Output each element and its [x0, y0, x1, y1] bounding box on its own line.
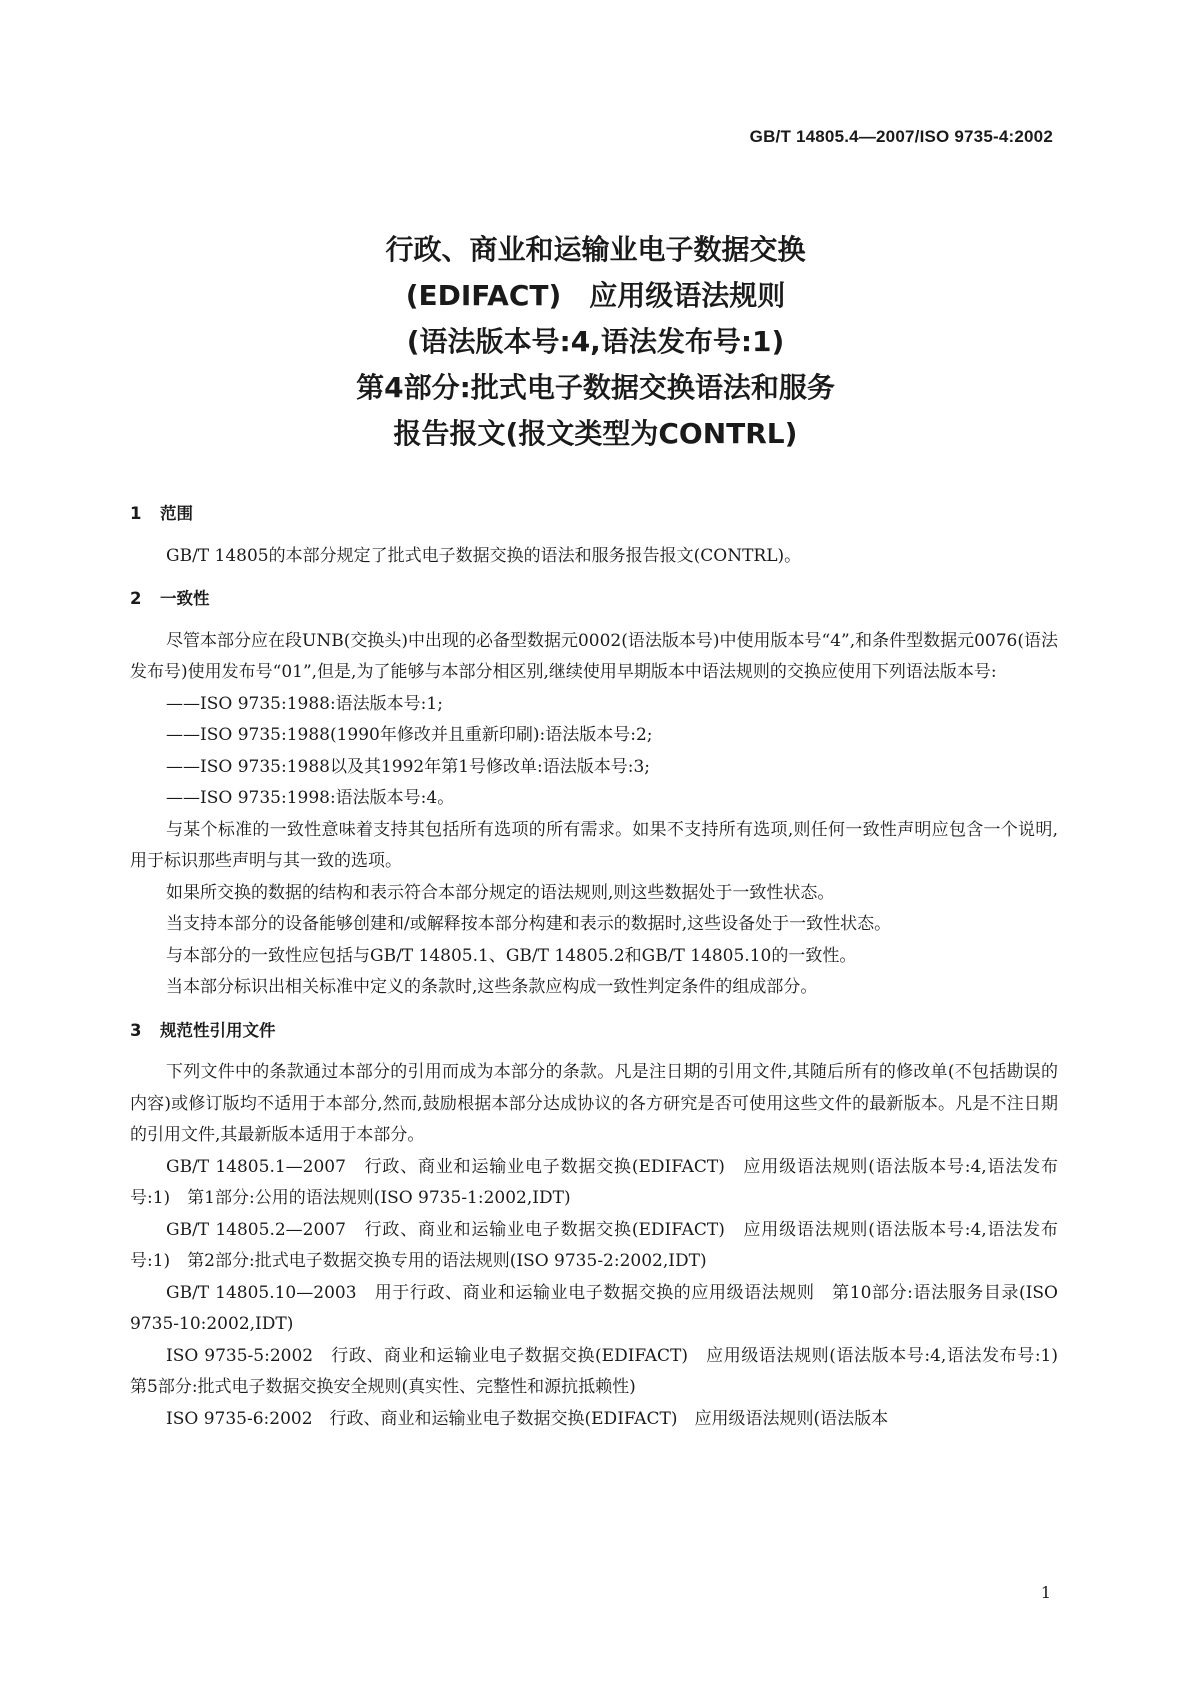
title-line: (EDIFACT) 应用级语法规则: [405, 279, 786, 312]
section-title: 一致性: [160, 589, 210, 608]
conformance-intro: 尽管本部分应在段UNB(交换头)中出现的必备型数据元0002(语法版本号)中使用版本号“4”,和条件型数据元0076(语法发布号)使用发布号“01”,但是,为了能够与本部分相区别,继续使用早期版本中语法规则的交换应使用下列语法版本号:: [130, 630, 1058, 682]
conformance-paragraph: 当支持本部分的设备能够创建和/或解释按本部分构建和表示的数据时,这些设备处于一致性状态。: [166, 914, 892, 934]
document-body: [130, 498, 1075, 1435]
reference-entry: GB/T 14805.10—2003 用于行政、商业和运输业电子数据交换的应用级语法规则 第10部分:语法服务目录(ISO 9735-10:2002,IDT): [130, 1282, 1058, 1334]
conformance-paragraph: 当本部分标识出相关标准中定义的条款时,这些条款应构成一致性判定条件的组成部分。: [166, 977, 818, 997]
syntax-version-list-item: ——ISO 9735:1988(1990年修改并且重新印刷):语法版本号:2;: [166, 725, 653, 745]
section-title: 规范性引用文件: [160, 1020, 276, 1040]
syntax-version-list-item: ——ISO 9735:1988以及其1992年第1号修改单:语法版本号:3;: [166, 756, 651, 777]
standard-code-header: GB/T 14805.4—2007/ISO 9735-4:2002: [749, 127, 1053, 146]
reference-entry: GB/T 14805.2—2007 行政、商业和运输业电子数据交换(EDIFACT) 应用级语法规则(语法版本号:4,语法发布号:1) 第2部分:批式电子数据交换专用的语法规则(ISO 9735-2:2002,IDT): [130, 1219, 1058, 1271]
section-heading-scope: [130, 498, 1058, 530]
title-line: 报告报文(报文类型为CONTRL): [393, 417, 798, 450]
syntax-version-list-item: ——ISO 9735:1998:语法版本号:4。: [166, 788, 455, 808]
reference-entry: GB/T 14805.1—2007 行政、商业和运输业电子数据交换(EDIFACT) 应用级语法规则(语法版本号:4,语法发布号:1) 第1部分:公用的语法规则(ISO 9735-1:2002,IDT): [130, 1156, 1058, 1208]
reference-entry: ISO 9735-6:2002 行政、商业和运输业电子数据交换(EDIFACT) 应用级语法规则(语法版本: [166, 1408, 889, 1429]
conformance-paragraph: 与某个标准的一致性意味着支持其包括所有选项的所有需求。如果不支持所有选项,则任何一致性声明应包含一个说明,用于标识那些声明与其一致的选项。: [130, 819, 1058, 871]
title-line: 行政、商业和运输业电子数据交换: [385, 233, 806, 266]
title-line: (语法版本号:4,语法发布号:1): [406, 325, 785, 358]
section-title: 范围: [160, 504, 193, 523]
section-heading-normative-references: [130, 1015, 1058, 1047]
reference-entry: ISO 9735-5:2002 行政、商业和运输业电子数据交换(EDIFACT) 应用级语法规则(语法版本号:4,语法发布号:1) 第5部分:批式电子数据交换安全规则(真实性、完整性和源抗抵赖性): [130, 1345, 1075, 1397]
references-intro: 下列文件中的条款通过本部分的引用而成为本部分的条款。凡是注日期的引用文件,其随后所有的修改单(不包括勘误的内容)或修订版均不适用于本部分,然而,鼓励根据本部分达成协议的各方研究是否可使用这些文件的最新版本。凡是不注日期的引用文件,其最新版本适用于本部分。: [130, 1062, 1058, 1145]
section-number: 2: [130, 589, 142, 608]
scope-paragraph: GB/T 14805的本部分规定了批式电子数据交换的语法和服务报告报文(CONTRL)。: [166, 545, 802, 566]
document-title: [0, 227, 1191, 457]
conformance-paragraph: 如果所交换的数据的结构和表示符合本部分规定的语法规则,则这些数据处于一致性状态。: [166, 882, 835, 903]
page-number: 1: [1040, 1583, 1051, 1602]
section-heading-conformance: [130, 583, 1058, 615]
title-line: 第4部分:批式电子数据交换语法和服务: [356, 371, 835, 404]
section-number: 1: [130, 504, 142, 523]
conformance-paragraph: 与本部分的一致性应包括与GB/T 14805.1、GB/T 14805.2和GB/T 14805.10的一致性。: [166, 945, 857, 966]
syntax-version-list-item: ——ISO 9735:1988:语法版本号:1;: [166, 693, 443, 714]
section-number: 3: [130, 1020, 142, 1040]
